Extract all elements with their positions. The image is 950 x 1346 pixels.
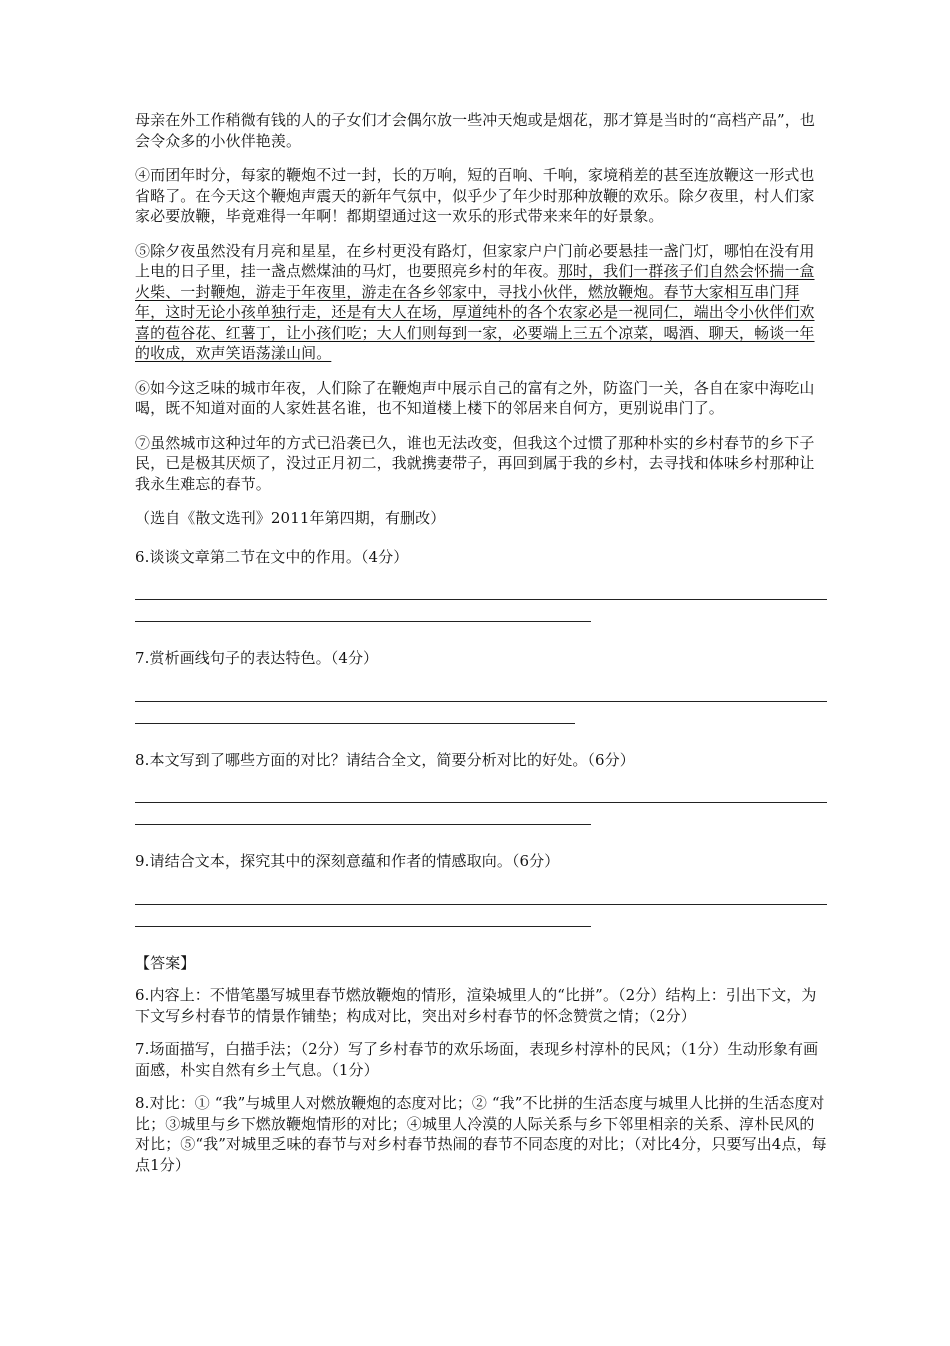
question-8 <box>135 750 827 826</box>
answer-line <box>135 926 591 927</box>
answers-heading: 【答案】 <box>135 953 196 972</box>
answer-line <box>135 723 575 724</box>
answer-7: 7.场面描写，白描手法；（2分）写了乡村春节的欢乐场面，表现乡村淳朴的民风；（1分）生动形象有画面感，朴实自然有乡土气息。（1分） <box>135 1040 819 1079</box>
answer-blank-6[interactable] <box>135 599 827 622</box>
underlined-sentence: 那时，我们一群孩子们自然会怀揣一盒火柴、一封鞭炮，游走于年夜里，游走在各乡邻家中，寻找小伙伴，燃放鞭炮。春节大家相互串门拜年，这时无论小孩单独行走，还是有大人在场，厚道纯朴的各个农家必是一视同仁，端出令小伙伴们欢喜的苞谷花、红薯丁，让小孩们吃；大人们则每到一家，必要端上三五个凉菜，喝酒、聊天，畅谈一年的收成，欢声笑语荡漾山间。 <box>135 262 815 362</box>
answer-blank-8[interactable] <box>135 802 827 825</box>
answer-8: 8.对比：① “我”与城里人对燃放鞭炮的态度对比；② “我”不比拼的生活态度与城里人比拼的生活态度对比；③城里与乡下燃放鞭炮情形的对比；④城里人冷漠的人际关系与乡下邻里相亲的关系、淳朴民风的对比；⑤“我”对城里乏味的春节与对乡村春节热闹的春节不同态度的对比；（对比4分，只要写出4点，每点1分） <box>135 1094 827 1174</box>
passage-paragraph-4: ④而团年时分，每家的鞭炮不过一封，长的万响，短的百响、千响，家境稍差的甚至连放鞭这一形式也省略了。在今天这个鞭炮声震天的新年气氛中，似乎少了年少时那种放鞭的欢乐。除夕夜里，村人们家家必要放鞭，毕竟难得一年啊！都期望通过这一欢乐的形式带来来年的好景象。 <box>135 166 815 225</box>
answer-line <box>135 599 827 600</box>
question-7-text: 7.赏析画线句子的表达特色。（4分） <box>135 649 379 667</box>
source-citation: （选自《散文选刊》2011年第四期，有删改） <box>135 509 446 527</box>
answer-blank-9[interactable] <box>135 904 827 927</box>
passage-paragraph-7: ⑦虽然城市这种过年的方式已沿袭已久，谁也无法改变，但我这个过惯了那种朴实的乡村春节的乡下子民，已是极其厌烦了，没过正月初二，我就携妻带子，再回到属于我的乡村，去寻找和体味乡村那种让我永生难忘的春节。 <box>135 433 815 493</box>
answer-line <box>135 824 591 825</box>
answer-6: 6.内容上：不惜笔墨写城里春节燃放鞭炮的情形，渲染城里人的“比拼”。（2分）结构上：引出下文，为下文写乡村春节的情景作铺垫；构成对比，突出对乡村春节的怀念赞赏之情；（2分） <box>135 986 817 1025</box>
answer-blank-7[interactable] <box>135 701 827 724</box>
answer-line <box>135 802 827 803</box>
passage-paragraph-5 <box>135 241 827 364</box>
question-7 <box>135 648 827 724</box>
answer-line <box>135 701 827 702</box>
question-8-text: 8.本文写到了哪些方面的对比？请结合全文，简要分析对比的好处。（6分） <box>135 750 635 769</box>
question-9 <box>135 851 827 927</box>
passage-paragraph-3-tail: 母亲在外工作稍微有钱的人的子女们才会偶尔放一些冲天炮或是烟花，那才算是当时的“高档产品”，也会令众多的小伙伴艳羡。 <box>135 111 815 150</box>
question-9-text: 9.请结合文本，探究其中的深刻意蕴和作者的情感取向。（6分） <box>135 852 560 870</box>
document-page <box>135 110 827 1188</box>
passage-paragraph-6: ⑥如今这乏味的城市年夜，人们除了在鞭炮声中展示自己的富有之外，防盗门一关，各自在家中海吃山喝，既不知道对面的人家姓甚名谁，也不知道楼上楼下的邻居来自何方，更别说串门了。 <box>135 378 815 417</box>
answer-line <box>135 904 827 905</box>
question-6 <box>135 547 827 623</box>
answer-line <box>135 621 591 622</box>
question-6-text: 6.谈谈文章第二节在文中的作用。（4分） <box>135 547 409 566</box>
paragraph-5-plain-text: ⑤除夕夜虽然没有月亮和星星，在乡村更没有路灯，但家家户户门前必要悬挂一盏门灯，哪怕在没有用上电的日子里，挂一盏点燃煤油的马灯，也要照亮乡村的年夜。 <box>135 241 815 280</box>
